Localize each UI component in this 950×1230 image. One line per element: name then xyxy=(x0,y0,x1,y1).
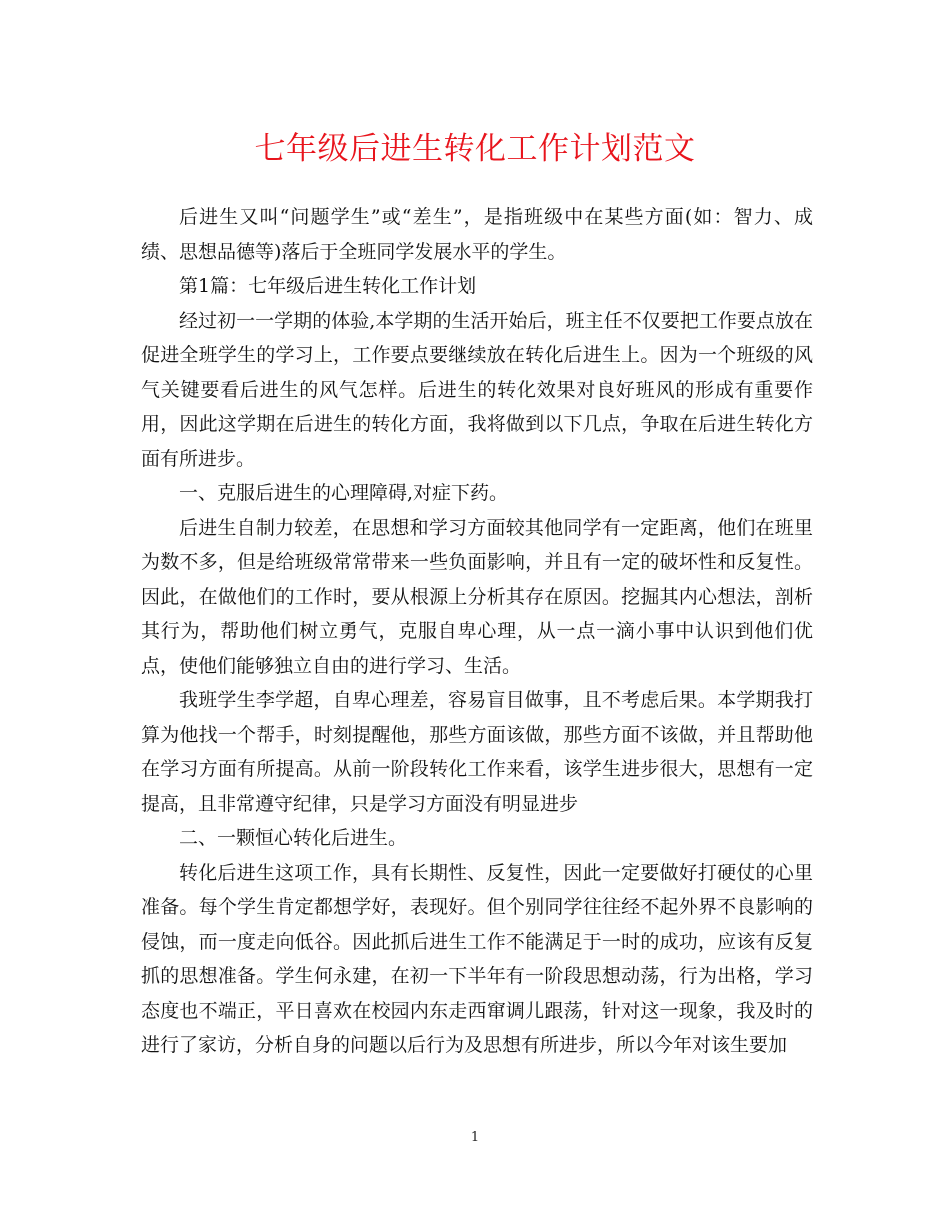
paragraph-intro: 后进生又叫“问题学生”或“差生”，是指班级中在某些方面(如：智力、成绩、思想品德等)落后于全班同学发展水平的学生。 xyxy=(141,206,813,263)
document-body xyxy=(141,200,813,1063)
page-number: 1 xyxy=(470,1130,480,1145)
paragraph-point-one-body: 后进生自制力较差，在思想和学习方面较其他同学有一定距离，他们在班里为数不多，但是给班级常常带来一些负面影响，并且有一定的破坏性和反复性。因此，在做他们的工作时，要从根源上分析其存在原因。挖掘其内心想法，剖析其行为，帮助他们树立勇气，克服自卑心理，从一点一滴小事中认识到他们优点，使他们能够独立自由的进行学习、生活。 xyxy=(141,516,813,677)
paragraph-point-two-body: 转化后进生这项工作，具有长期性、反复性，因此一定要做好打硬仗的心里准备。每个学生肯定都想学好，表现好。但个别同学往往经不起外界不良影响的侵蚀，而一度走向低谷。因此抓后进生工作不能满足于一时的成功，应该有反复抓的思想准备。学生何永建，在初一下半年有一阶段思想动荡，行为出格，学习态度也不端正，平日喜欢在校园内东走西窜调儿跟荡，针对这一现象，我及时的进行了家访，分析自身的问题以后行为及思想有所进步，所以今年对该生要加 xyxy=(141,861,813,1056)
paragraph-point-one-heading: 一、克服后进生的心理障碍,对症下药。 xyxy=(179,482,509,504)
document-title: 七年级后进生转化工作计划范文 xyxy=(254,131,696,167)
paragraph-point-two-heading: 二、一颗恒心转化后进生。 xyxy=(179,827,408,849)
paragraph-example-li: 我班学生李学超，自卑心理差，容易盲目做事，且不考虑后果。本学期我打算为他找一个帮手，时刻提醒他，那些方面该做，那些方面不该做，并且帮助他在学习方面有所提高。从前一阶段转化工作来看，该学生进步很大，思想有一定提高，且非常遵守纪律，只是学习方面没有明显进步 xyxy=(141,689,813,815)
paragraph-section-heading: 第1篇：七年级后进生转化工作计划 xyxy=(179,275,477,297)
paragraph-overview: 经过初一一学期的体验,本学期的生活开始后，班主任不仅要把工作要点放在促进全班学生的学习上，工作要点要继续放在转化后进生上。因为一个班级的风气关键要看后进生的风气怎样。后进生的转化效果对良好班风的形成有重要作用，因此这学期在后进生的转化方面，我将做到以下几点，争取在后进生转化方面有所进步。 xyxy=(141,309,813,470)
